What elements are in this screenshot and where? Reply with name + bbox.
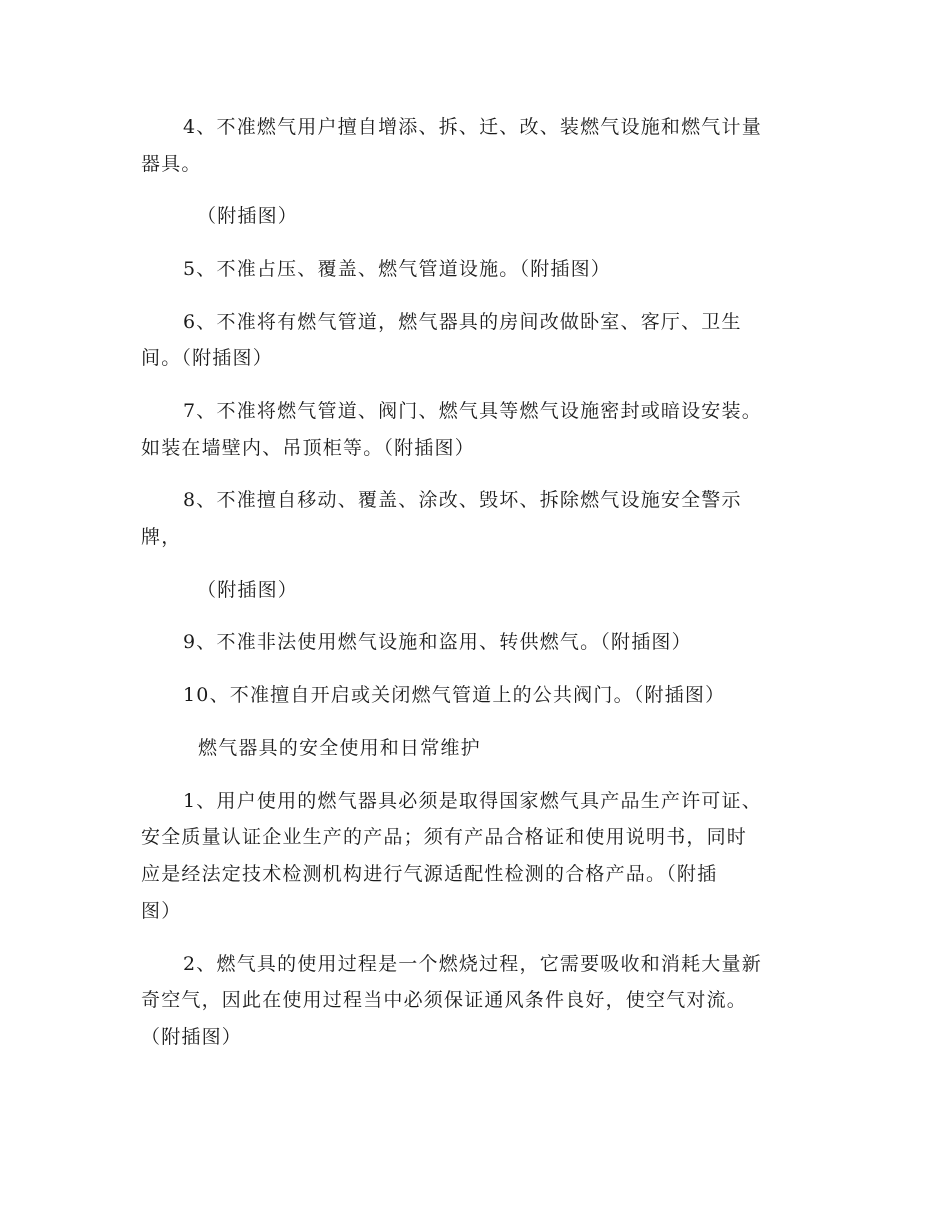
section-item-1-line-3: 应是经法定技术检测机构进行气源适配性检测的合格产品。（附插 — [141, 863, 718, 885]
figure-placeholder-1: （附插图） — [197, 205, 299, 227]
item-5-line-1: 5、不准占压、覆盖、燃气管道设施。（附插图） — [183, 258, 611, 280]
section-item-1-line-2: 安全质量认证企业生产的产品；须有产品合格证和使用说明书，同时 — [141, 826, 748, 848]
item-6-line-2: 间。（附插图） — [141, 347, 273, 369]
section-item-2-line-2: 奇空气，因此在使用过程当中必须保证通风条件良好，使空气对流。 — [141, 989, 748, 1011]
item-6-line-1: 6、不准将有燃气管道，燃气器具的房间改做卧室、客厅、卫生 — [183, 311, 742, 333]
section-item-2-line-3: （附插图） — [141, 1026, 243, 1048]
item-9-line-1: 9、不准非法使用燃气设施和盗用、转供燃气。（附插图） — [183, 631, 692, 653]
item-10-line-1: 10、不准擅自开启或关闭燃气管道上的公共阀门。（附插图） — [183, 684, 726, 706]
figure-placeholder-2: （附插图） — [197, 579, 299, 601]
item-7-line-1: 7、不准将燃气管道、阀门、燃气具等燃气设施密封或暗设安装。 — [183, 400, 762, 422]
section-item-1-line-1: 1、用户使用的燃气器具必须是取得国家燃气具产品生产许可证、 — [183, 790, 762, 812]
item-4-line-2: 器具。 — [141, 153, 202, 175]
item-8-line-1: 8、不准擅自移动、覆盖、涂改、毁坏、拆除燃气设施安全警示 — [183, 489, 742, 511]
section-item-1-line-4: 图） — [141, 900, 182, 922]
item-7-line-2: 如装在墙壁内、吊顶柜等。（附插图） — [141, 437, 475, 459]
item-4-line-1: 4、不准燃气用户擅自增添、拆、迁、改、装燃气设施和燃气计量 — [183, 116, 762, 138]
section-item-2-line-1: 2、燃气具的使用过程是一个燃烧过程，它需要吸收和消耗大量新 — [183, 953, 762, 975]
section-heading: 燃气器具的安全使用和日常维护 — [198, 737, 481, 759]
item-8-line-2: 牌， — [141, 526, 182, 548]
